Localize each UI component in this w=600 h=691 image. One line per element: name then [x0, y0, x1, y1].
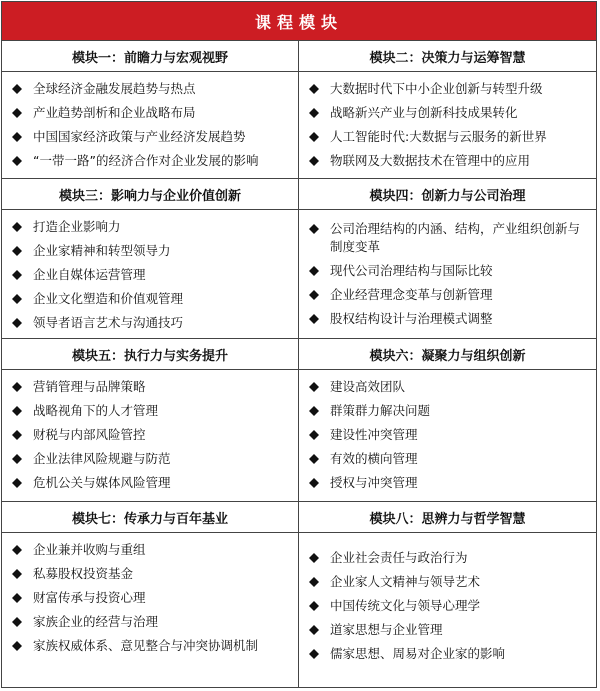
- module-cell: [2, 339, 299, 501]
- diamond-bullet-icon: [12, 430, 22, 440]
- module-row-4: [2, 501, 596, 687]
- module-title: 模块一：前瞻力与宏观视野: [2, 41, 298, 72]
- list-item-text: “一带一路”的经济合作对企业发展的影响: [33, 153, 259, 168]
- list-item: [10, 402, 298, 420]
- module-item-list: [2, 210, 298, 332]
- list-item: [10, 426, 298, 444]
- list-item: [307, 128, 596, 146]
- module-cell: [299, 41, 596, 178]
- list-item-text: 企业法律风险规避与防范: [33, 451, 171, 466]
- module-title: 模块四：创新力与公司治理: [299, 179, 596, 210]
- list-item: [10, 314, 298, 332]
- list-item-text: 财税与内部风险管控: [33, 427, 146, 442]
- list-item: [307, 474, 596, 492]
- list-item: [307, 104, 596, 122]
- list-item-text: 家族权威体系、意见整合与冲突协调机制: [33, 638, 259, 653]
- list-item-text: 打造企业影响力: [33, 219, 121, 234]
- list-item: [307, 152, 596, 170]
- list-item: [10, 474, 298, 492]
- list-item-text: 全球经济金融发展趋势与热点: [33, 81, 196, 96]
- list-item-text: 危机公关与媒体风险管理: [33, 475, 171, 490]
- diamond-bullet-icon: [309, 290, 319, 300]
- diamond-bullet-icon: [309, 577, 319, 587]
- list-item-text: 现代公司治理结构与国际比较: [330, 263, 493, 278]
- list-item-text: 大数据时代下中小企业创新与转型升级: [330, 81, 543, 96]
- module-cell: [2, 179, 299, 338]
- list-item-text: 财富传承与投资心理: [33, 590, 146, 605]
- diamond-bullet-icon: [12, 294, 22, 304]
- list-item-text: 企业家人文精神与领导艺术: [330, 574, 481, 589]
- diamond-bullet-icon: [12, 222, 22, 232]
- list-item: [10, 152, 298, 170]
- diamond-bullet-icon: [12, 454, 22, 464]
- list-item: [10, 541, 298, 559]
- list-item: [10, 266, 298, 284]
- list-item-text: 道家思想与企业管理: [330, 622, 443, 637]
- list-item: [10, 218, 298, 236]
- list-item-text: 中国传统文化与领导心理学: [330, 598, 481, 613]
- list-item-text: 物联网及大数据技术在管理中的应用: [330, 153, 531, 168]
- list-item: [307, 426, 596, 444]
- module-title: 模块六：凝聚力与组织创新: [299, 339, 596, 370]
- module-cell: [2, 41, 299, 178]
- diamond-bullet-icon: [309, 132, 319, 142]
- list-item-text: 建设高效团队: [330, 379, 406, 394]
- list-item-text: 产业趋势剖析和企业战略布局: [33, 105, 196, 120]
- diamond-bullet-icon: [309, 314, 319, 324]
- diamond-bullet-icon: [12, 84, 22, 94]
- list-item: [307, 450, 596, 468]
- module-cell: [299, 339, 596, 501]
- module-cell: [299, 502, 596, 687]
- diamond-bullet-icon: [309, 224, 319, 234]
- list-item-text: 家族企业的经营与治理: [33, 614, 159, 629]
- list-item: [307, 262, 596, 280]
- module-item-list: [2, 533, 298, 655]
- module-cell: [299, 179, 596, 338]
- list-item: [10, 613, 298, 631]
- list-item: [10, 450, 298, 468]
- list-item: [307, 80, 596, 98]
- list-item-text: 领导者语言艺术与沟通技巧: [33, 315, 184, 330]
- list-item: [307, 310, 596, 328]
- list-item-text: 儒家思想、周易对企业家的影响: [330, 646, 506, 661]
- list-item-text: 企业兼并收购与重组: [33, 542, 146, 557]
- list-item: [307, 621, 596, 639]
- diamond-bullet-icon: [309, 406, 319, 416]
- diamond-bullet-icon: [12, 569, 22, 579]
- list-item-text: 公司治理结构的内涵、结构，产业组织创新与制度变革: [330, 221, 581, 254]
- list-item-text: 股权结构设计与治理模式调整: [330, 311, 493, 326]
- list-item: [307, 573, 596, 591]
- module-item-list: [299, 210, 596, 328]
- module-item-list: [299, 533, 596, 663]
- diamond-bullet-icon: [12, 246, 22, 256]
- module-item-list: [2, 72, 298, 170]
- diamond-bullet-icon: [309, 649, 319, 659]
- diamond-bullet-icon: [309, 478, 319, 488]
- diamond-bullet-icon: [12, 406, 22, 416]
- list-item-text: 战略视角下的人才管理: [33, 403, 159, 418]
- list-item: [10, 290, 298, 308]
- diamond-bullet-icon: [12, 478, 22, 488]
- list-item: [307, 378, 596, 396]
- list-item-text: 企业文化塑造和价值观管理: [33, 291, 184, 306]
- list-item-text: 授权与冲突管理: [330, 475, 418, 490]
- list-item: [10, 104, 298, 122]
- module-title: 模块八：思辨力与哲学智慧: [299, 502, 596, 533]
- list-item-text: 中国国家经济政策与产业经济发展趋势: [33, 129, 246, 144]
- diamond-bullet-icon: [12, 641, 22, 651]
- diamond-bullet-icon: [309, 382, 319, 392]
- module-item-list: [299, 370, 596, 492]
- list-item: [10, 128, 298, 146]
- diamond-bullet-icon: [309, 430, 319, 440]
- list-item-text: 企业经营理念变革与创新管理: [330, 287, 493, 302]
- module-title: 模块五：执行力与实务提升: [2, 339, 298, 370]
- diamond-bullet-icon: [12, 318, 22, 328]
- list-item-text: 私募股权投资基金: [33, 566, 134, 581]
- diamond-bullet-icon: [309, 454, 319, 464]
- list-item: [307, 286, 596, 304]
- diamond-bullet-icon: [12, 545, 22, 555]
- diamond-bullet-icon: [12, 593, 22, 603]
- module-title: 模块七：传承力与百年基业: [2, 502, 298, 533]
- module-row-3: [2, 338, 596, 501]
- diamond-bullet-icon: [12, 156, 22, 166]
- module-item-list: [2, 370, 298, 492]
- list-item-text: 有效的横向管理: [330, 451, 418, 466]
- module-cell: [2, 502, 299, 687]
- diamond-bullet-icon: [309, 553, 319, 563]
- diamond-bullet-icon: [309, 601, 319, 611]
- diamond-bullet-icon: [309, 156, 319, 166]
- diamond-bullet-icon: [12, 382, 22, 392]
- module-title: 模块三：影响力与企业价值创新: [2, 179, 298, 210]
- module-title: 模块二：决策力与运筹智慧: [299, 41, 596, 72]
- list-item: [10, 565, 298, 583]
- list-item-text: 建设性冲突管理: [330, 427, 418, 442]
- module-item-list: [299, 72, 596, 170]
- course-module-table: [1, 1, 597, 688]
- module-row-1: [2, 40, 596, 178]
- table-title: 课程模块: [2, 2, 596, 40]
- diamond-bullet-icon: [309, 84, 319, 94]
- list-item-text: 群策群力解决问题: [330, 403, 431, 418]
- list-item: [307, 597, 596, 615]
- diamond-bullet-icon: [309, 266, 319, 276]
- list-item: [10, 589, 298, 607]
- diamond-bullet-icon: [12, 617, 22, 627]
- list-item: [10, 378, 298, 396]
- list-item-text: 企业家精神和转型领导力: [33, 243, 171, 258]
- diamond-bullet-icon: [12, 108, 22, 118]
- list-item: [10, 242, 298, 260]
- diamond-bullet-icon: [309, 625, 319, 635]
- list-item-text: 人工智能时代:大数据与云服务的新世界: [330, 129, 547, 144]
- list-item: [10, 637, 298, 655]
- list-item: [307, 220, 596, 256]
- diamond-bullet-icon: [12, 270, 22, 280]
- module-grid: [2, 40, 596, 687]
- list-item-text: 战略新兴产业与创新科技成果转化: [330, 105, 518, 120]
- module-row-2: [2, 178, 596, 338]
- list-item: [307, 549, 596, 567]
- list-item-text: 企业自媒体运营管理: [33, 267, 146, 282]
- list-item: [10, 80, 298, 98]
- diamond-bullet-icon: [12, 132, 22, 142]
- list-item: [307, 402, 596, 420]
- list-item-text: 营销管理与品牌策略: [33, 379, 146, 394]
- diamond-bullet-icon: [309, 108, 319, 118]
- list-item: [307, 645, 596, 663]
- list-item-text: 企业社会责任与政治行为: [330, 550, 468, 565]
